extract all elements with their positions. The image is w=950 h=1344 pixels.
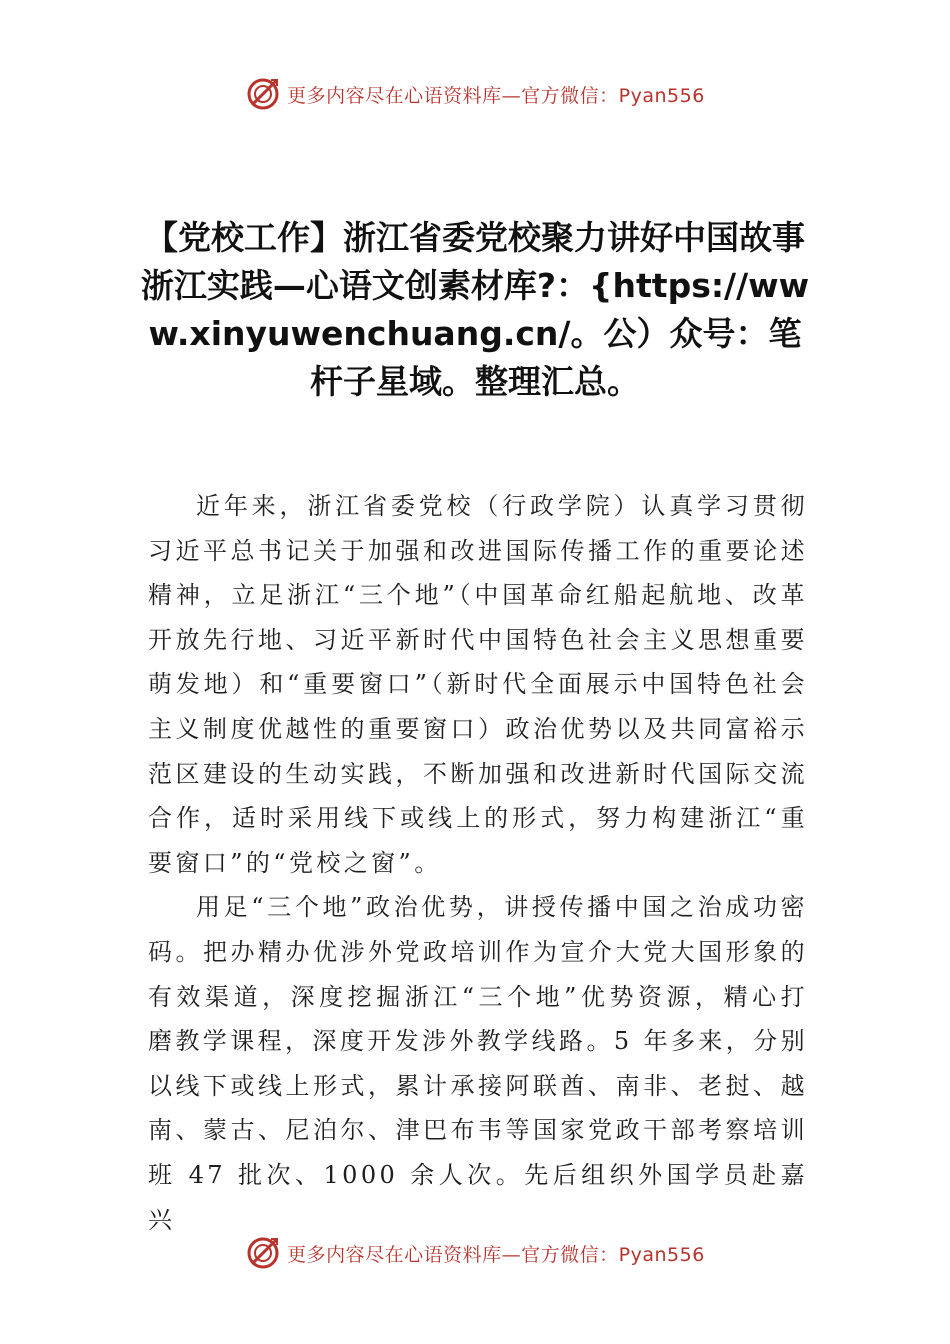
- watermark-id: Pyan556: [618, 1243, 705, 1266]
- brand-logo-icon: [245, 76, 281, 112]
- watermark-banner-bottom: [0, 1233, 950, 1273]
- watermark-banner-top: [0, 74, 950, 114]
- document-title: 【党校工作】浙江省委党校聚力讲好中国故事浙江实践—心语文创素材库?：{https://www.xinyuwenchuang.cn/。公）众号：笔杆子星域。整理汇总。: [140, 218, 810, 401]
- paragraph-1: 近年来，浙江省委党校（行政学院）认真学习贯彻习近平总书记关于加强和改进国际传播工作的重要论述精神，立足浙江“三个地”（中国革命红船起航地、改革开放先行地、习近平新时代中国特色社会主义思想重要萌发地）和“重要窗口”（新时代全面展示中国特色社会主义制度优越性的重要窗口）政治优势以及共同富裕示范区建设的生动实践，不断加强和改进新时代国际交流合作，适时采用线下或线上的形式，努力构建浙江“重要窗口”的“党校之窗”。: [148, 492, 808, 877]
- watermark-text: 更多内容尽在心语资料库—官方微信：Pyan556: [287, 1243, 705, 1266]
- watermark-id: Pyan556: [618, 84, 705, 107]
- brand-logo-icon: [245, 1235, 281, 1271]
- document-body: [148, 484, 808, 1242]
- paragraph-2: 用足“三个地”政治优势，讲授传播中国之治成功密码。把办精办优涉外党政培训作为宣介大党大国形象的有效渠道，深度挖掘浙江“三个地”优势资源，精心打磨教学课程，深度开发涉外教学线路。5 年多来，分别以线下或线上形式，累计承接阿联酋、南非、老挝、越南、蒙古、尼泊尔、津巴布韦等国家党政干部考察培训班 47 批次、1000 余人次。先后组织外国学员赴嘉兴: [148, 893, 808, 1234]
- watermark-text: 更多内容尽在心语资料库—官方微信：Pyan556: [287, 84, 705, 107]
